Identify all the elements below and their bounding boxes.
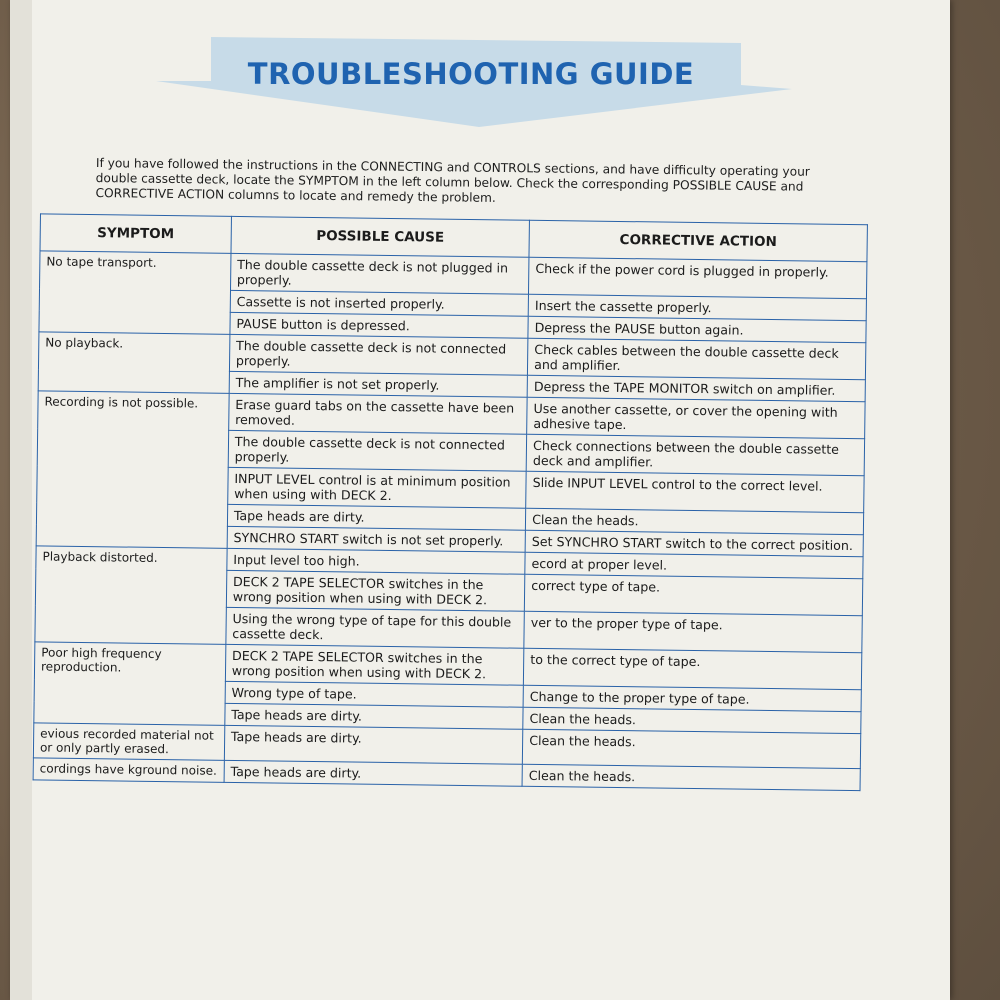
corrective-action-cell: Depress the PAUSE button again. — [528, 316, 866, 342]
possible-cause-cell: SYNCHRO START switch is not set properly. — [227, 526, 526, 552]
header-symptom: SYMPTOM — [40, 214, 231, 253]
possible-cause-cell: PAUSE button is depressed. — [230, 312, 529, 338]
possible-cause-cell: The double cassette deck is not connected properly. — [229, 334, 528, 375]
possible-cause-cell: Cassette is not inserted properly. — [230, 290, 529, 316]
symptom-cell: Poor high frequency reproduction. — [34, 642, 226, 725]
possible-cause-cell: DECK 2 TAPE SELECTOR switches in the wrong position when using with DECK 2. — [226, 570, 525, 611]
corrective-action-cell: ver to the proper type of tape. — [524, 611, 862, 652]
header-corrective-action: CORRECTIVE ACTION — [529, 220, 867, 261]
manual-page — [10, 0, 950, 1000]
corrective-action-cell: ecord at proper level. — [525, 552, 863, 578]
corrective-action-cell: Set SYNCHRO START switch to the correct position. — [525, 530, 863, 556]
corrective-action-cell: Check if the power cord is plugged in properly. — [529, 257, 867, 298]
corrective-action-cell: Depress the TAPE MONITOR switch on amplifier. — [527, 375, 865, 401]
page-title: TROUBLESHOOTING GUIDE — [247, 57, 695, 91]
corrective-action-cell: Check cables between the double cassette deck and amplifier. — [528, 338, 866, 379]
corrective-action-cell: Slide INPUT LEVEL control to the correct level. — [526, 471, 864, 512]
symptom-cell: No playback. — [38, 332, 230, 393]
symptom-cell: cordings have kground noise. — [33, 758, 224, 782]
symptom-cell: Playback distorted. — [35, 546, 227, 644]
possible-cause-cell: Tape heads are dirty. — [227, 504, 526, 530]
corrective-action-cell: Clean the heads. — [523, 707, 861, 733]
table-body — [33, 251, 867, 791]
intro-paragraph: If you have followed the instructions in the CONNECTING and CONTROLS sections, and have difficulty operating your double cassette deck, locate the SYMPTOM in the left column below. Check the corresponding POSSIBLE CAUSE and CORRECTIVE ACTION columns to locate and remedy the problem. — [95, 156, 810, 205]
symptom-cell: No tape transport. — [39, 251, 231, 334]
possible-cause-cell: Erase guard tabs on the cassette have been removed. — [229, 393, 528, 434]
possible-cause-cell: The double cassette deck is not connected properly. — [228, 430, 527, 471]
possible-cause-cell: Wrong type of tape. — [225, 681, 524, 707]
troubleshooting-table — [33, 213, 868, 791]
possible-cause-cell: Tape heads are dirty. — [224, 760, 523, 786]
possible-cause-cell: Input level too high. — [227, 548, 526, 574]
possible-cause-cell: The double cassette deck is not plugged in properly. — [230, 253, 529, 294]
possible-cause-cell: Tape heads are dirty. — [225, 703, 524, 729]
possible-cause-cell: DECK 2 TAPE SELECTOR switches in the wrong position when using with DECK 2. — [225, 644, 524, 685]
possible-cause-cell: Using the wrong type of tape for this double cassette deck. — [226, 607, 525, 648]
corrective-action-cell: Change to the proper type of tape. — [523, 685, 861, 711]
corrective-action-cell: Use another cassette, or cover the opening with adhesive tape. — [527, 397, 865, 438]
corrective-action-cell: Clean the heads. — [522, 729, 860, 768]
possible-cause-cell: INPUT LEVEL control is at minimum position when using with DECK 2. — [228, 467, 527, 508]
corrective-action-cell: Check connections between the double cassette deck and amplifier. — [526, 434, 864, 475]
corrective-action-cell: Clean the heads. — [526, 508, 864, 534]
corrective-action-cell: correct type of tape. — [524, 574, 862, 615]
troubleshooting-table-wrap — [1, 213, 900, 950]
header-possible-cause: POSSIBLE CAUSE — [231, 216, 530, 257]
symptom-cell: evious recorded material not or only partly erased. — [33, 723, 224, 760]
corrective-action-cell: Clean the heads. — [522, 764, 860, 790]
corrective-action-cell: to the correct type of tape. — [523, 648, 861, 689]
corrective-action-cell: Insert the cassette properly. — [528, 294, 866, 320]
possible-cause-cell: The amplifier is not set properly. — [229, 371, 528, 397]
title-banner — [156, 37, 796, 129]
symptom-cell: Recording is not possible. — [36, 391, 229, 548]
possible-cause-cell: Tape heads are dirty. — [224, 725, 523, 764]
